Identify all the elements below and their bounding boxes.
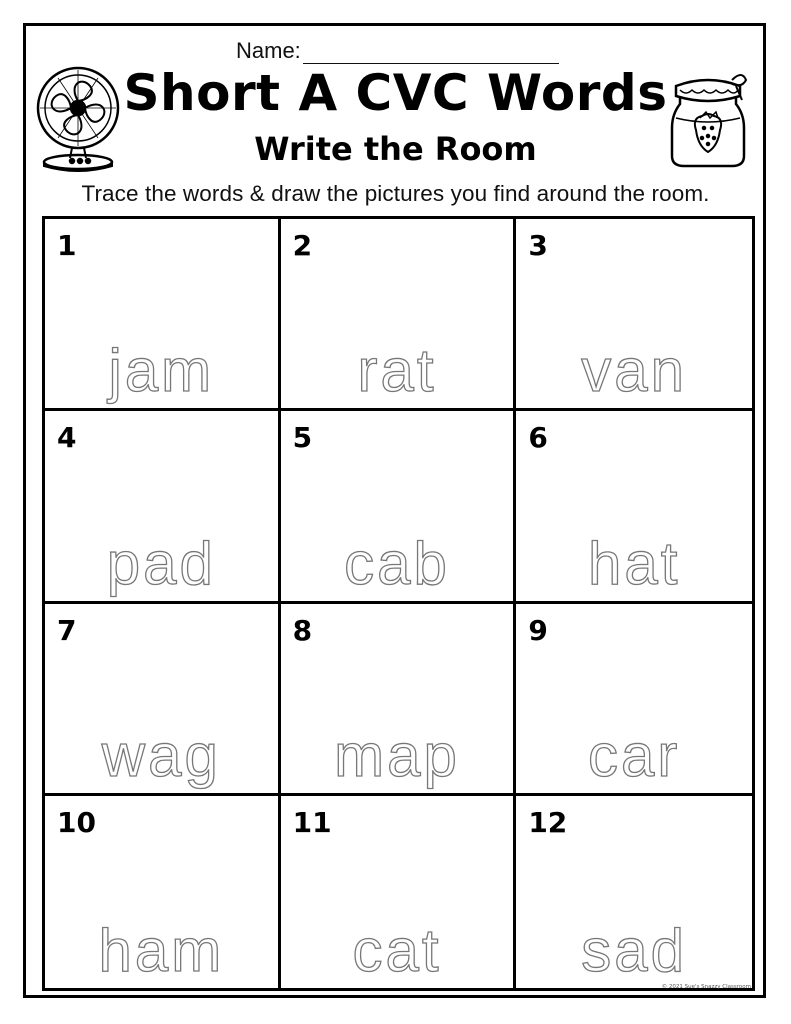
trace-word: wag xyxy=(101,721,221,789)
trace-word: ham xyxy=(98,917,225,984)
grid-cell[interactable] xyxy=(45,219,281,411)
grid-cell[interactable] xyxy=(516,604,752,796)
cell-number: 8 xyxy=(292,613,313,647)
cell-number: 4 xyxy=(57,421,77,455)
cell-number: 3 xyxy=(528,229,548,262)
cell-number: 2 xyxy=(292,229,313,262)
cell-number: 9 xyxy=(528,613,548,647)
page-subtitle: Write the Room xyxy=(254,130,537,168)
trace-word: car xyxy=(587,721,681,789)
trace-word: jam xyxy=(108,337,215,405)
trace-word: rat xyxy=(357,337,437,405)
cell-number: 11 xyxy=(292,805,332,839)
grid-cell[interactable] xyxy=(516,796,752,988)
grid-cell[interactable] xyxy=(516,411,752,603)
cell-number: 12 xyxy=(528,805,568,839)
copyright: © 2021 Sue's Snazzy Classroom xyxy=(661,984,751,990)
grid-cell[interactable] xyxy=(45,411,281,603)
cell-number: 1 xyxy=(57,229,77,262)
name-field[interactable] xyxy=(303,41,559,64)
trace-word: cab xyxy=(344,529,450,597)
trace-word: pad xyxy=(106,529,216,597)
trace-word: map xyxy=(334,721,460,789)
grid-cell[interactable] xyxy=(45,796,281,988)
grid-cell[interactable] xyxy=(45,604,281,796)
name-row xyxy=(236,34,559,64)
name-label: Name: xyxy=(236,38,301,63)
instructions: Trace the words & draw the pictures you find around the room. xyxy=(81,181,710,206)
trace-word: van xyxy=(581,337,688,405)
trace-word: cat xyxy=(352,917,442,984)
page-title: Short A CVC Words xyxy=(123,64,668,122)
trace-word: sad xyxy=(581,917,688,984)
word-grid xyxy=(42,216,755,991)
cell-number: 7 xyxy=(57,613,77,647)
grid-cell[interactable] xyxy=(281,219,517,411)
grid-cell[interactable] xyxy=(281,411,517,603)
grid-cell[interactable] xyxy=(281,604,517,796)
cell-number: 10 xyxy=(57,805,96,839)
cell-number: 6 xyxy=(528,421,548,455)
grid-cell[interactable] xyxy=(281,796,517,988)
grid-cell[interactable] xyxy=(516,219,752,411)
trace-word: hat xyxy=(587,529,681,597)
cell-number: 5 xyxy=(292,421,313,455)
